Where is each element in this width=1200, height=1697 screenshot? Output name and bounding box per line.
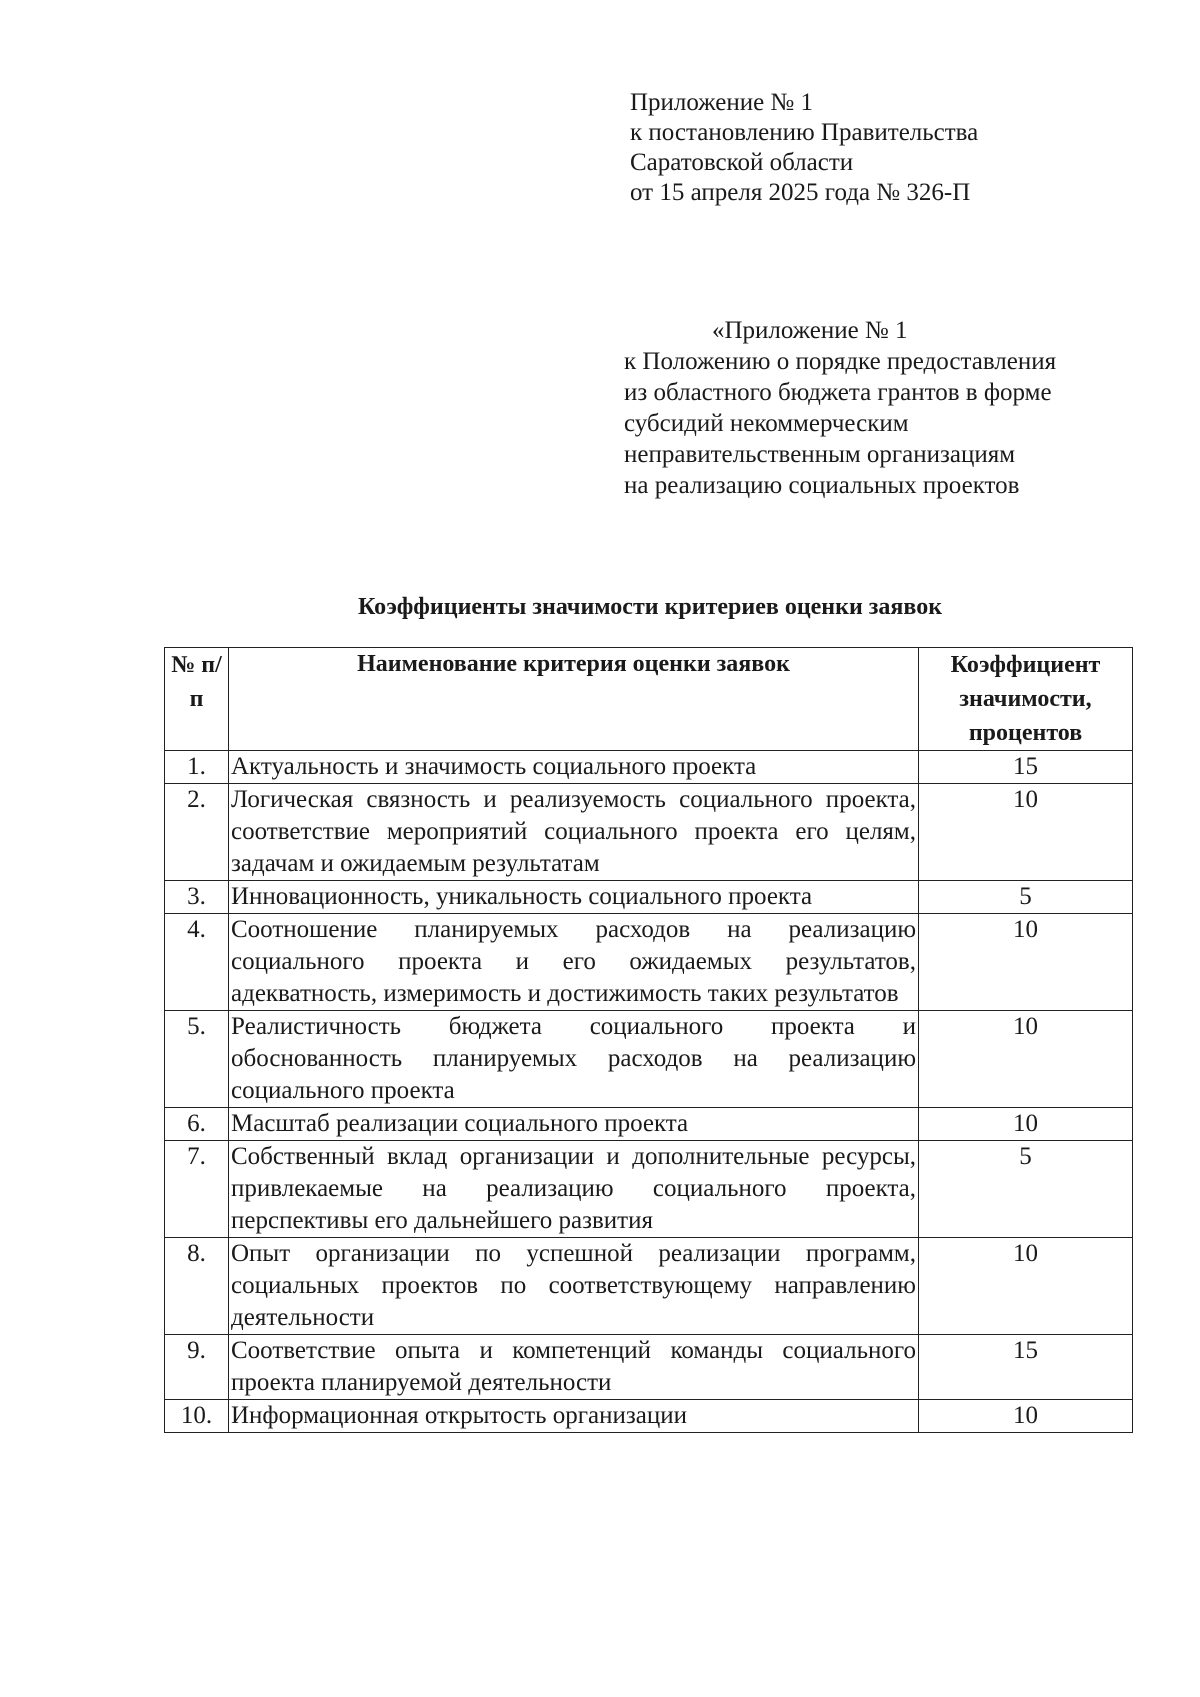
- header-number: № п/п: [165, 648, 229, 751]
- coefficient-value: 10: [919, 1011, 1133, 1108]
- criterion-name: Актуальность и значимость социального проекта: [229, 751, 919, 784]
- criterion-name: Собственный вклад организации и дополнительные ресурсы, привлекаемые на реализацию социального проекта, перспективы его дальнейшего развития: [229, 1141, 919, 1238]
- criterion-name: Информационная открытость организации: [229, 1400, 919, 1433]
- document-title: Коэффициенты значимости критериев оценки заявок: [357, 594, 943, 620]
- coefficient-value: 15: [919, 1335, 1133, 1400]
- table-row: [165, 1141, 1133, 1238]
- row-number: 5.: [165, 1011, 229, 1108]
- table-row: [165, 1011, 1133, 1108]
- table-row: [165, 751, 1133, 784]
- row-number: 9.: [165, 1335, 229, 1400]
- coefficient-value: 10: [919, 1400, 1133, 1433]
- row-number: 6.: [165, 1108, 229, 1141]
- row-number: 10.: [165, 1400, 229, 1433]
- coefficient-value: 5: [919, 1141, 1133, 1238]
- appendix-line: Саратовской области: [630, 149, 854, 176]
- regulation-appendix-line: «Приложение № 1: [712, 317, 908, 344]
- criterion-name: Реалистичность бюджета социального проекта и обоснованность планируемых расходов на реализацию социального проекта: [229, 1011, 919, 1108]
- regulation-appendix-line: неправительственным организациям: [624, 441, 1016, 468]
- table-row: [165, 881, 1133, 914]
- table-row: [165, 1108, 1133, 1141]
- row-number: 3.: [165, 881, 229, 914]
- table-header-row: [165, 648, 1133, 751]
- row-number: 2.: [165, 784, 229, 881]
- criterion-name: Соответствие опыта и компетенций команды социального проекта планируемой деятельности: [229, 1335, 919, 1400]
- table-row: [165, 1238, 1133, 1335]
- criterion-name: Масштаб реализации социального проекта: [229, 1108, 919, 1141]
- appendix-line: Приложение № 1: [630, 89, 814, 116]
- header-coefficient: Коэффициент значимости, процентов: [919, 648, 1133, 751]
- regulation-appendix-header: [624, 315, 1056, 501]
- coefficient-value: 5: [919, 881, 1133, 914]
- row-number: 8.: [165, 1238, 229, 1335]
- appendix-line: к постановлению Правительства: [630, 119, 979, 146]
- row-number: 7.: [165, 1141, 229, 1238]
- criterion-name: Логическая связность и реализуемость социального проекта, соответствие мероприятий социального проекта его целям, задачам и ожидаемым результатам: [229, 784, 919, 881]
- appendix-line: от 15 апреля 2025 года № 326-П: [630, 179, 971, 206]
- coefficient-value: 10: [919, 784, 1133, 881]
- appendix-header: [630, 88, 978, 208]
- table-row: [165, 1335, 1133, 1400]
- regulation-appendix-line: на реализацию социальных проектов: [624, 472, 1020, 499]
- regulation-appendix-line: из областного бюджета грантов в форме: [624, 379, 1052, 406]
- row-number: 1.: [165, 751, 229, 784]
- table-row: [165, 784, 1133, 881]
- coefficient-value: 10: [919, 1238, 1133, 1335]
- regulation-appendix-line: к Положению о порядке предоставления: [624, 348, 1057, 375]
- criterion-name: Инновационность, уникальность социального проекта: [229, 881, 919, 914]
- table-row: [165, 914, 1133, 1011]
- table-row: [165, 1400, 1133, 1433]
- header-criterion-name: Наименование критерия оценки заявок: [229, 648, 919, 751]
- coefficient-value: 10: [919, 914, 1133, 1011]
- regulation-appendix-line: субсидий некоммерческим: [624, 410, 909, 437]
- criteria-table: [164, 647, 1133, 1433]
- criterion-name: Соотношение планируемых расходов на реализацию социального проекта и его ожидаемых результатов, адекватность, измеримость и достижимость таких результатов: [229, 914, 919, 1011]
- row-number: 4.: [165, 914, 229, 1011]
- criterion-name: Опыт организации по успешной реализации программ, социальных проектов по соответствующему направлению деятельности: [229, 1238, 919, 1335]
- coefficient-value: 10: [919, 1108, 1133, 1141]
- coefficient-value: 15: [919, 751, 1133, 784]
